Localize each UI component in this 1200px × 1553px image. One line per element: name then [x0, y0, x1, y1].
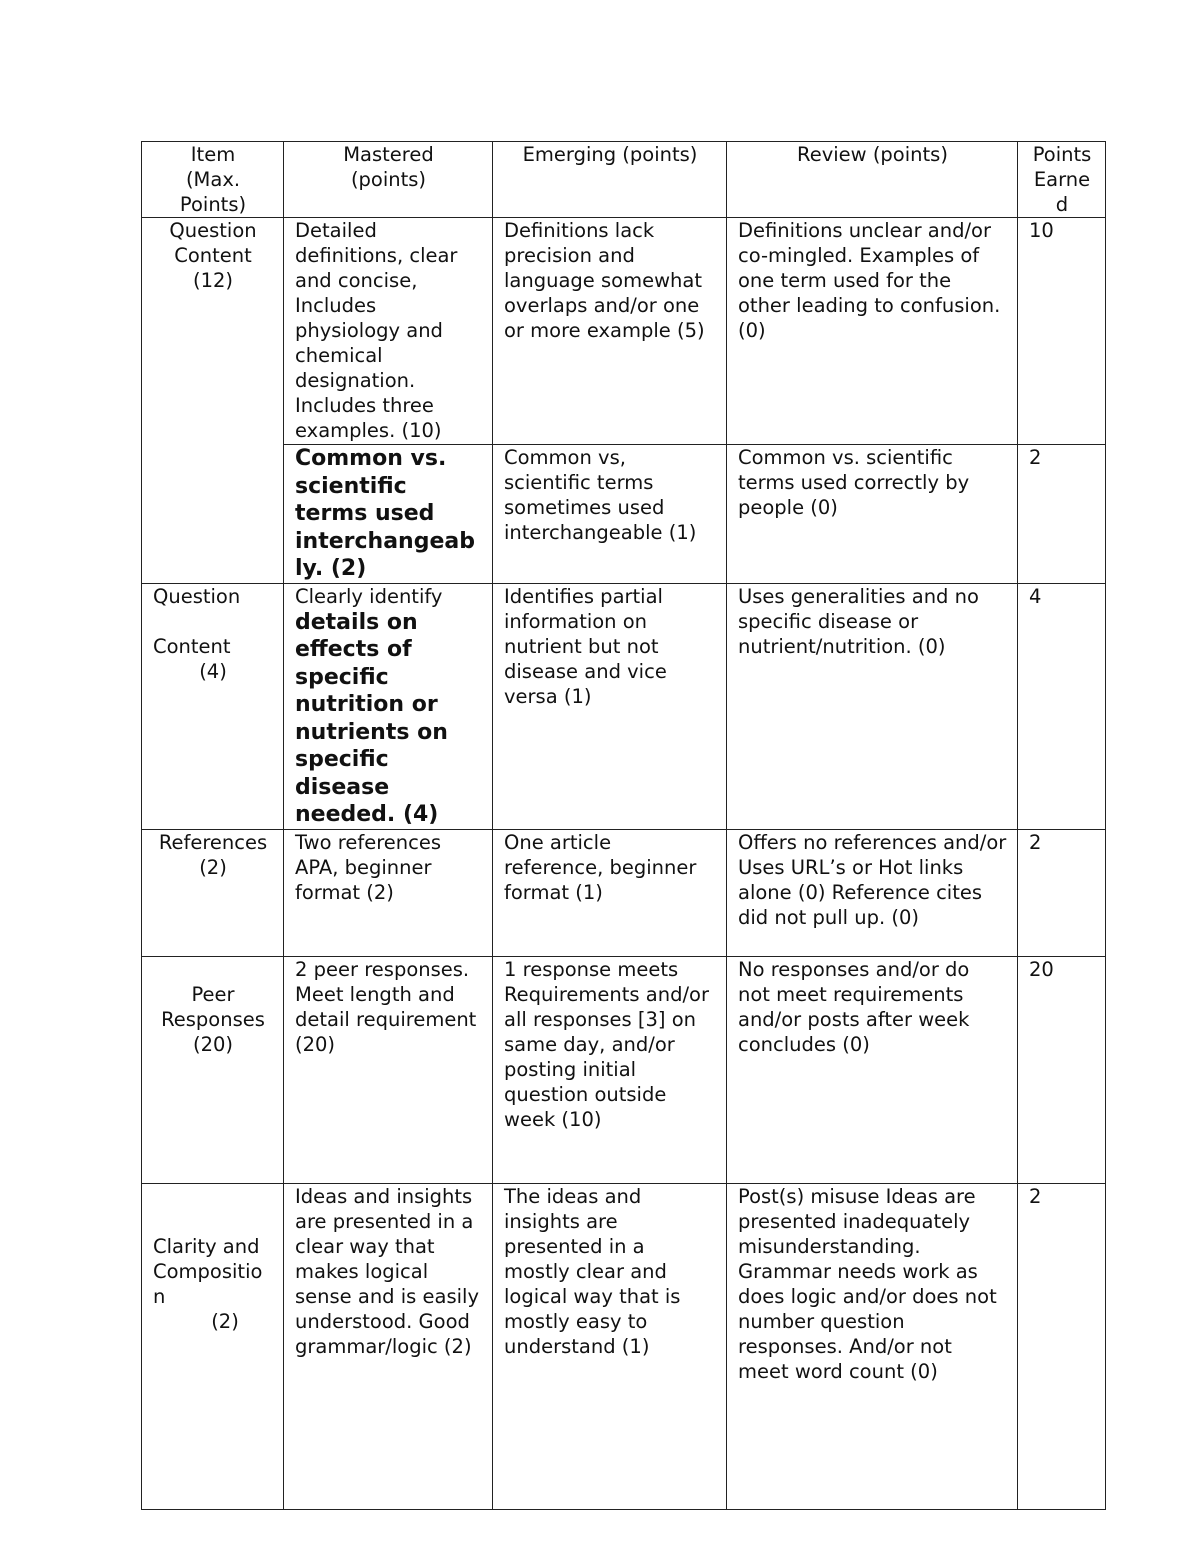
- item-peer-responses: Peer Responses (20): [142, 956, 284, 1183]
- points-earned-cell: 2: [1018, 829, 1106, 956]
- table-row: [142, 829, 1106, 956]
- item-label-points: (2): [211, 1309, 239, 1333]
- table-row: [142, 218, 1106, 445]
- review-cell: Definitions unclear and/or co-mingled. Examples of one term used for the other leading to confusion. (0): [727, 218, 1018, 445]
- emerging-cell: The ideas and insights are presented in a mostly clear and logical way that is mostly easy to understand (1): [493, 1183, 727, 1509]
- emerging-cell: One article reference, beginner format (1): [493, 829, 727, 956]
- mastered-lead-text: Clearly identify: [295, 584, 443, 608]
- item-references: References (2): [142, 829, 284, 956]
- item-question-content-12: Question Content (12): [142, 218, 284, 584]
- mastered-cell: [284, 583, 493, 829]
- mastered-cell: [284, 445, 493, 584]
- points-earned-cell: 2: [1018, 1183, 1106, 1509]
- table-row: [142, 445, 1106, 584]
- item-label-line3: (4): [199, 659, 227, 683]
- header-emerging: Emerging (points): [493, 142, 727, 218]
- mastered-cell: Detailed definitions, clear and concise, Includes physiology and chemical designation. Includes three examples. (10): [284, 218, 493, 445]
- grading-rubric-table: [141, 141, 1106, 1510]
- emerging-cell: Common vs, scientific terms sometimes used interchangeable (1): [493, 445, 727, 584]
- item-question-content-4: [142, 583, 284, 829]
- points-earned-cell: 10: [1018, 218, 1106, 445]
- item-clarity-composition: [142, 1183, 284, 1509]
- mastered-cell: Two references APA, beginner format (2): [284, 829, 493, 956]
- emerging-cell: Identifies partial information on nutrient but not disease and vice versa (1): [493, 583, 727, 829]
- item-label-line1: Question: [153, 584, 241, 608]
- table-row: [142, 583, 1106, 829]
- mastered-bold-text: details on effects of specific nutrition or nutrients on specific disease needed. (4): [295, 609, 448, 827]
- review-cell: Offers no references and/or Uses URL’s or Hot links alone (0) Reference cites did not pull up. (0): [727, 829, 1018, 956]
- emerging-cell: Definitions lack precision and language somewhat overlaps and/or one or more example (5): [493, 218, 727, 445]
- mastered-cell: Ideas and insights are presented in a clear way that makes logical sense and is easily understood. Good grammar/logic (2): [284, 1183, 493, 1509]
- review-cell: Post(s) misuse Ideas are presented inadequately misunderstanding. Grammar needs work as does logic and/or does not number question responses. And/or not meet word count (0): [727, 1183, 1018, 1509]
- header-points-earned: Points Earne d: [1018, 142, 1106, 218]
- table-row: [142, 1183, 1106, 1509]
- header-mastered: Mastered (points): [284, 142, 493, 218]
- points-earned-cell: 2: [1018, 445, 1106, 584]
- review-cell: No responses and/or do not meet requirements and/or posts after week concludes (0): [727, 956, 1018, 1183]
- mastered-bold-text: Common vs. scientific terms used interchangeably. (2): [295, 446, 475, 581]
- header-review: Review (points): [727, 142, 1018, 218]
- emerging-cell: 1 response meets Requirements and/or all responses [3] on same day, and/or posting initial question outside week (10): [493, 956, 727, 1183]
- table-row: [142, 956, 1106, 1183]
- points-earned-cell: 20: [1018, 956, 1106, 1183]
- header-item: Item (Max. Points): [142, 142, 284, 218]
- header-row: [142, 142, 1106, 218]
- item-blank-line: [153, 609, 273, 634]
- item-label-line2: Content: [153, 634, 231, 658]
- mastered-cell: 2 peer responses. Meet length and detail requirement (20): [284, 956, 493, 1183]
- points-earned-cell: 4: [1018, 583, 1106, 829]
- review-cell: Common vs. scientific terms used correctly by people (0): [727, 445, 1018, 584]
- item-label-main: Clarity and Composition: [153, 1234, 263, 1308]
- review-cell: Uses generalities and no specific disease or nutrient/nutrition. (0): [727, 583, 1018, 829]
